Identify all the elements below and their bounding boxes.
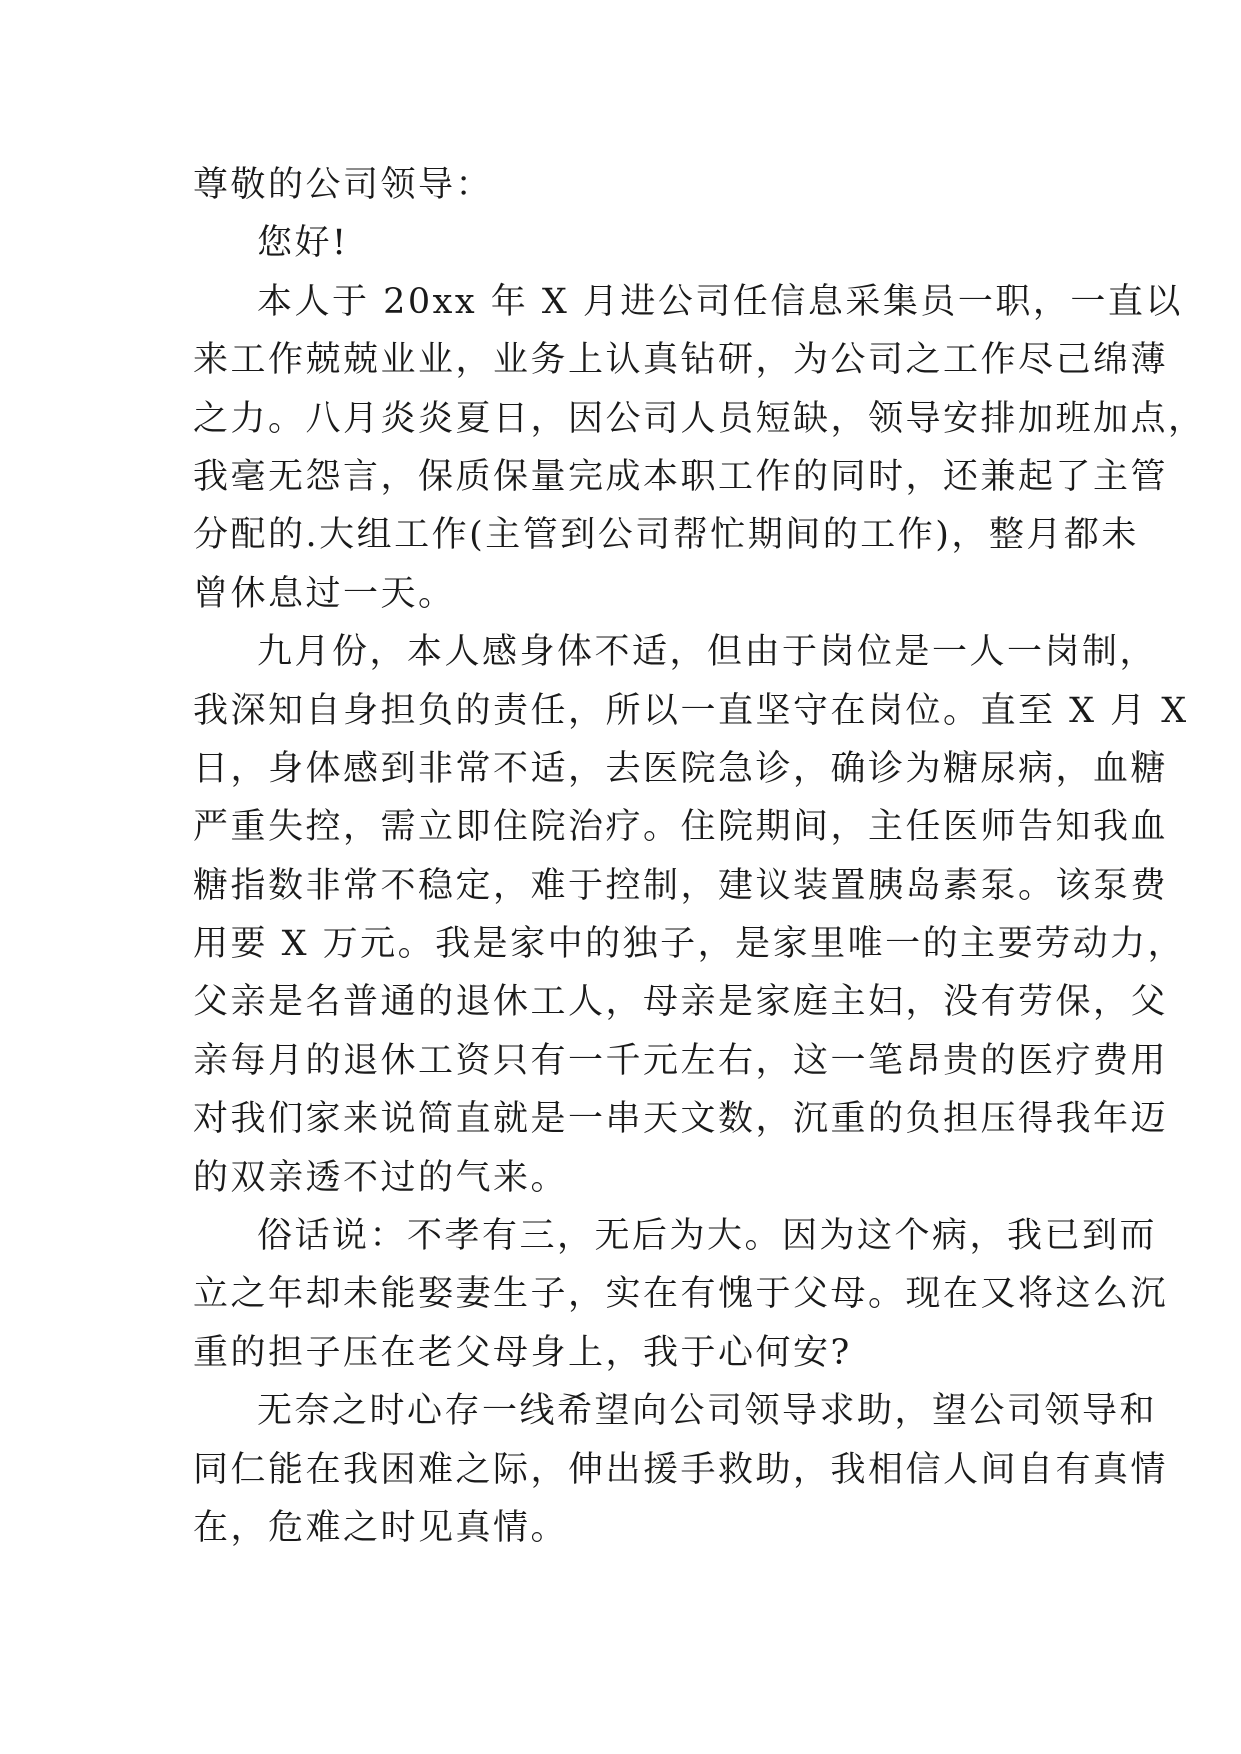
paragraph-illness: [193, 623, 1189, 1207]
paragraph-line: 重的担子压在老父母身上，我于心何安?: [193, 1332, 852, 1373]
paragraph-line: 同仁能在我困难之际，伸出援手救助，我相信人间自有真情: [193, 1449, 1169, 1490]
paragraph-family: [193, 1207, 1169, 1382]
paragraph-line: 九月份，本人感身体不适，但由于岗位是一人一岗制，: [257, 632, 1158, 673]
greeting: 您好!: [257, 223, 349, 264]
paragraph-line: 亲每月的退休工资只有一千元左右，这一笔昂贵的医疗费用: [193, 1040, 1169, 1081]
paragraph-line: 立之年却未能娶妻生子，实在有愧于父母。现在又将这么沉: [193, 1274, 1169, 1315]
paragraph-line: 对我们家来说简直就是一串天文数，沉重的负担压得我年迈: [193, 1099, 1169, 1140]
paragraph-line: 无奈之时心存一线希望向公司领导求助，望公司领导和: [257, 1391, 1158, 1432]
letter-body: [193, 156, 1206, 1557]
paragraph-line: 本人于 20xx 年 X 月进公司任信息采集员一职，一直以: [257, 281, 1183, 322]
paragraph-line: 日，身体感到非常不适，去医院急诊，确诊为糖尿病，血糖: [193, 748, 1169, 789]
paragraph-line: 父亲是名普通的退休工人，母亲是家庭主妇，没有劳保，父: [193, 982, 1169, 1023]
paragraph-line: 之力。八月炎炎夏日，因公司人员短缺，领导安排加班加点，: [193, 398, 1206, 439]
paragraph-line: 我深知自身担负的责任，所以一直坚守在岗位。直至 X 月 X: [193, 690, 1189, 731]
paragraph-line: 我毫无怨言，保质保量完成本职工作的同时，还兼起了主管: [193, 456, 1169, 497]
paragraph-line: 糖指数非常不稳定，难于控制，建议装置胰岛素泵。该泵费: [193, 865, 1169, 906]
paragraph-line: 在，危难之时见真情。: [193, 1507, 569, 1548]
salutation: 尊敬的公司领导：: [193, 165, 494, 205]
paragraph-line: 俗话说：不孝有三，无后为大。因为这个病，我已到而: [257, 1216, 1158, 1257]
paragraph-line: 严重失控，需立即住院治疗。住院期间，主任医师告知我血: [193, 807, 1169, 848]
paragraph-employment: [193, 273, 1206, 623]
paragraph-line: 曾休息过一天。: [193, 573, 456, 614]
paragraph-line: 用要 X 万元。我是家中的独子，是家里唯一的主要劳动力，: [193, 924, 1186, 965]
paragraph-line: 分配的.大组工作(主管到公司帮忙期间的工作)，整月都未: [193, 515, 1139, 556]
paragraph-line: 的双亲透不过的气来。: [193, 1157, 569, 1198]
paragraph-line: 来工作兢兢业业，业务上认真钻研，为公司之工作尽己绵薄: [193, 340, 1169, 381]
paragraph-request: [193, 1382, 1169, 1557]
